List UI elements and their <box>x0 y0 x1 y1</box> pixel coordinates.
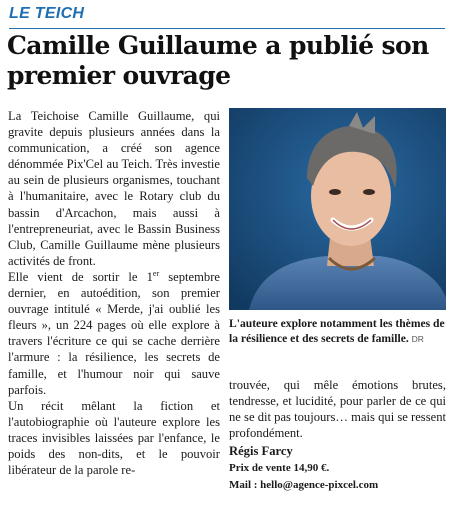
paragraph-conclusion: trouvée, qui mêle émotions brutes, tendresse, et lucidité, pour parler de ce qui ne se dit pas toujours… mais qui se ressent profondément. <box>229 378 446 441</box>
ordinal-superscript: er <box>152 268 160 278</box>
article-body-left <box>8 108 220 478</box>
caption-text: L'auteure explore notamment les thèmes de la résilience et des secrets de famille. <box>229 317 445 345</box>
photo-credit: DR <box>411 334 424 344</box>
paragraph-book-start: Elle vient de sortir le 1 <box>8 269 153 284</box>
section-label: LE TEICH <box>9 5 85 22</box>
author-byline: Régis Farcy <box>229 444 293 459</box>
author-photo <box>229 108 446 310</box>
paragraph-book <box>8 269 220 398</box>
section-rule <box>9 28 445 29</box>
book-price: Prix de vente 14,90 €. <box>229 462 330 475</box>
author-portrait-image <box>229 108 446 310</box>
paragraph-book-rest: septembre dernier, en autoédition, son premier ouvrage intitulé « Merde, j'ai oublié les fleurs », un 224 pages où elle explore à travers l'écriture ce qui se cache derrière l'armure : la résilience, les secrets de famille, et l'humour noir qui sauve parfois. <box>8 269 220 397</box>
paragraph-story: Un récit mêlant la fiction et l'autobiographie où l'auteure explore les traces invisibles laissées par l'enfance, le poids des non-dits, et le pouvoir libérateur de la parole re- <box>8 398 220 478</box>
article-body-right <box>229 377 446 493</box>
paragraph-intro: La Teichoise Camille Guillaume, qui gravite depuis plusieurs années dans la communication, a créé son agence dénommée Pix'Cel au Teich. Très investie au sein de plusieurs organismes, touchant à l'humanitaire, avec le Rotary club du bassin d'Arcachon, mais aussi à l'entrepreneuriat, avec le Bassin Business Club, Camille Guillaume mène plusieurs activités de front. <box>8 109 220 268</box>
headline: Camille Guillaume a publié son premier ouvrage <box>7 31 429 90</box>
contact-email: Mail : hello@agence-pixcel.com <box>229 479 379 492</box>
photo-caption <box>229 316 446 347</box>
